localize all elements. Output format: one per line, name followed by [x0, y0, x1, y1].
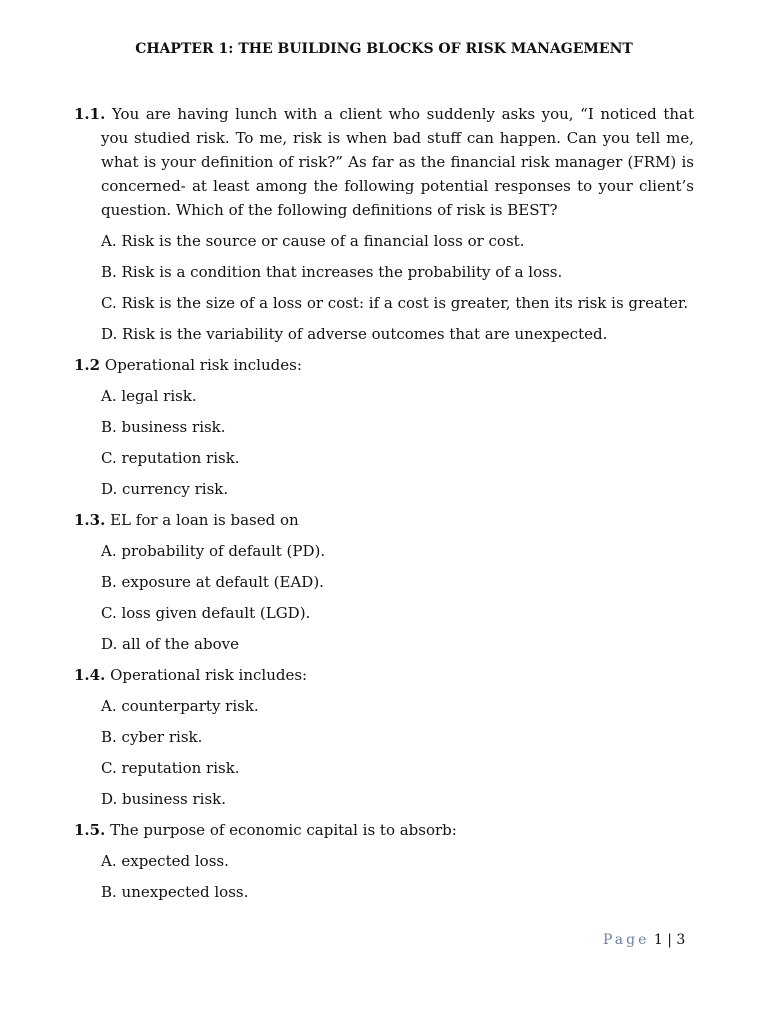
question-stem	[74, 353, 694, 377]
question-number: 1.5.	[74, 821, 106, 839]
page-footer	[603, 932, 685, 948]
answer-option: A. counterparty risk.	[101, 697, 259, 715]
answer-option: B. Risk is a condition that increases the probability of a loss.	[101, 263, 563, 281]
question-2	[74, 353, 694, 501]
question-text: Operational risk includes:	[110, 666, 308, 684]
question-list	[74, 102, 694, 911]
question-stem	[74, 663, 694, 687]
question-1	[74, 102, 694, 346]
question-text: EL for a loan is based on	[110, 511, 299, 529]
question-number: 1.4.	[74, 666, 106, 684]
answer-option: C. reputation risk.	[101, 759, 240, 777]
answer-option: A. legal risk.	[101, 387, 197, 405]
answer-option: C. reputation risk.	[101, 449, 240, 467]
question-number: 1.1.	[74, 105, 106, 123]
answer-option: B. cyber risk.	[101, 728, 203, 746]
answer-option: D. all of the above	[101, 635, 239, 653]
page-number: 1	[653, 932, 663, 948]
answer-option: B. exposure at default (EAD).	[101, 573, 324, 591]
question-stem	[74, 818, 694, 842]
question-text: The purpose of economic capital is to absorb:	[110, 821, 457, 839]
answer-option: D. Risk is the variability of adverse outcomes that are unexpected.	[101, 325, 608, 343]
answer-option: C. loss given default (LGD).	[101, 604, 311, 622]
answer-option: D. business risk.	[101, 790, 227, 808]
question-text: You are having lunch with a client who suddenly asks you, “I noticed that you studied risk. To me, risk is when bad stuff can happen. Can you tell me, what is your definition of risk?” As far as the financial risk manager (FRM) is concerned- at least among the following potential responses to your client’s question. Which of the following definitions of risk is BEST?	[101, 105, 694, 219]
answer-option: B. unexpected loss.	[101, 883, 249, 901]
answer-option: B. business risk.	[101, 418, 226, 436]
chapter-title: CHAPTER 1: THE BUILDING BLOCKS OF RISK MANAGEMENT	[135, 41, 633, 57]
answer-option: A. expected loss.	[101, 852, 229, 870]
page-total: 3	[676, 932, 686, 948]
question-3	[74, 508, 694, 656]
answer-option: C. Risk is the size of a loss or cost: if a cost is greater, then its risk is greater.	[101, 294, 689, 312]
question-5	[74, 818, 694, 904]
answer-option: A. Risk is the source or cause of a financial loss or cost.	[101, 232, 525, 250]
answer-option: A. probability of default (PD).	[101, 542, 326, 560]
question-number: 1.3.	[74, 511, 106, 529]
page-separator: |	[667, 932, 672, 948]
question-4	[74, 663, 694, 811]
question-number: 1.2	[74, 356, 101, 374]
question-stem	[74, 102, 694, 222]
question-stem	[74, 508, 694, 532]
page-label: Page	[603, 932, 650, 948]
answer-option: D. currency risk.	[101, 480, 229, 498]
question-text: Operational risk includes:	[104, 356, 302, 374]
